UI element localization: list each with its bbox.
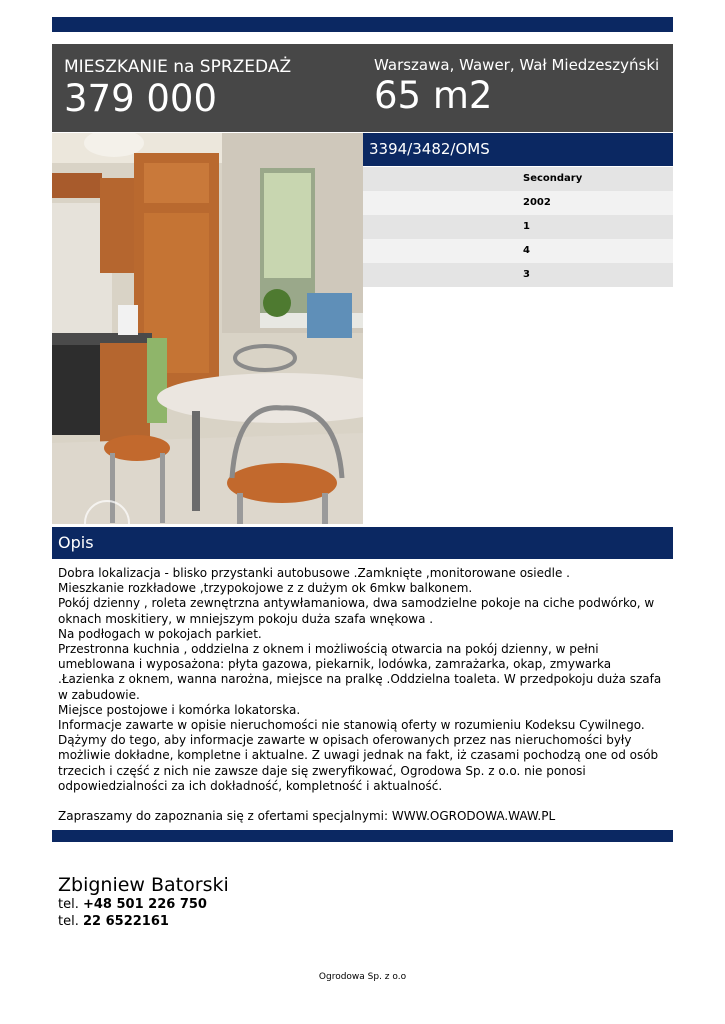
section-divider-bar: [52, 830, 673, 842]
details-table: [363, 167, 673, 287]
description-line: Mieszkanie rozkładowe ,trzypokojowe z z dużym ok 6mkw balkonem.: [58, 581, 473, 596]
phone-number-landline: 22 6522161: [82, 914, 169, 929]
detail-floor: 1: [363, 215, 673, 239]
agent-contact: [58, 874, 229, 930]
footer-company: Ogrodowa Sp. z o.o: [318, 972, 407, 982]
description-line: Dobra lokalizacja - blisko przystanki autobusowe .Zamknięte ,monitorowane osiedle .: [58, 566, 570, 580]
phone-label: tel.: [58, 897, 79, 912]
description-text: [58, 566, 670, 824]
agent-name: Zbigniew Batorski: [58, 874, 229, 896]
phone-number-mobile: +48 501 226 750: [82, 897, 207, 912]
agent-phone-mobile: [58, 896, 229, 913]
listing-header: [52, 44, 673, 132]
agent-phone-landline: [58, 913, 229, 930]
closing-line: Zapraszamy do zapoznania się z ofertami specjalnymi: WWW.OGRODOWA.WAW.PL: [58, 809, 556, 824]
location: Warszawa, Wawer, Wał Miedzeszyński: [374, 56, 660, 74]
description-heading: Opis: [52, 527, 673, 559]
reference-number: 3394/3482/OMS: [363, 133, 673, 166]
detail-floors-total: 4: [363, 239, 673, 263]
detail-rooms: 3: [363, 263, 673, 287]
description-line: Na podłogach w pokojach parkiet.: [58, 626, 262, 641]
top-accent-bar: [52, 17, 673, 32]
property-photo: [52, 133, 363, 524]
phone-label: tel.: [58, 914, 79, 929]
area: 65 m2: [374, 74, 493, 117]
price: 379 000: [64, 77, 218, 120]
description-line: Pokój dzienny , roleta zewnętrzna antywłamaniowa, dwa samodzielne pokoje na ciche podwórko, w oknach moskitiery, w mniejszym pokoju duża szafa wnękowa .: [58, 596, 655, 626]
description-line: Miejsce postojowe i komórka lokatorska.: [58, 702, 301, 717]
detail-market: Secondary: [363, 167, 673, 191]
listing-type: MIESZKANIE na SPRZEDAŻ: [64, 57, 292, 77]
detail-year-built: 2002: [363, 191, 673, 215]
description-line: Informacje zawarte w opisie nieruchomości nie stanowią oferty w rozumieniu Kodeksu Cywilnego. Dążymy do tego, aby informacje zawarte w opisach oferowanych przez nas nieruchomości były możliwie dokładne, kompletne i aktualne. Z uwagi jednak na fakt, iż czasami pochodzą one od osób trzecich i część z nich nie zawsze daje się zweryfikować, Ogrodowa Sp. z o.o. nie ponosi odpowiedzialności za ich dokładność, kompletność i aktualność.: [58, 718, 659, 793]
description-line: Przestronna kuchnia , oddzielna z oknem i możliwością otwarcia na pokój dzienny, w pełni umeblowana i wyposażona: płyta gazowa, piekarnik, lodówka, zamrażarka, okap, zmywarka .Łazienka z oknem, wanna narożna, miejsce na pralkę .Oddzielna toaleta. W przedpokoju duża szafa w zabudowie.: [58, 642, 662, 702]
